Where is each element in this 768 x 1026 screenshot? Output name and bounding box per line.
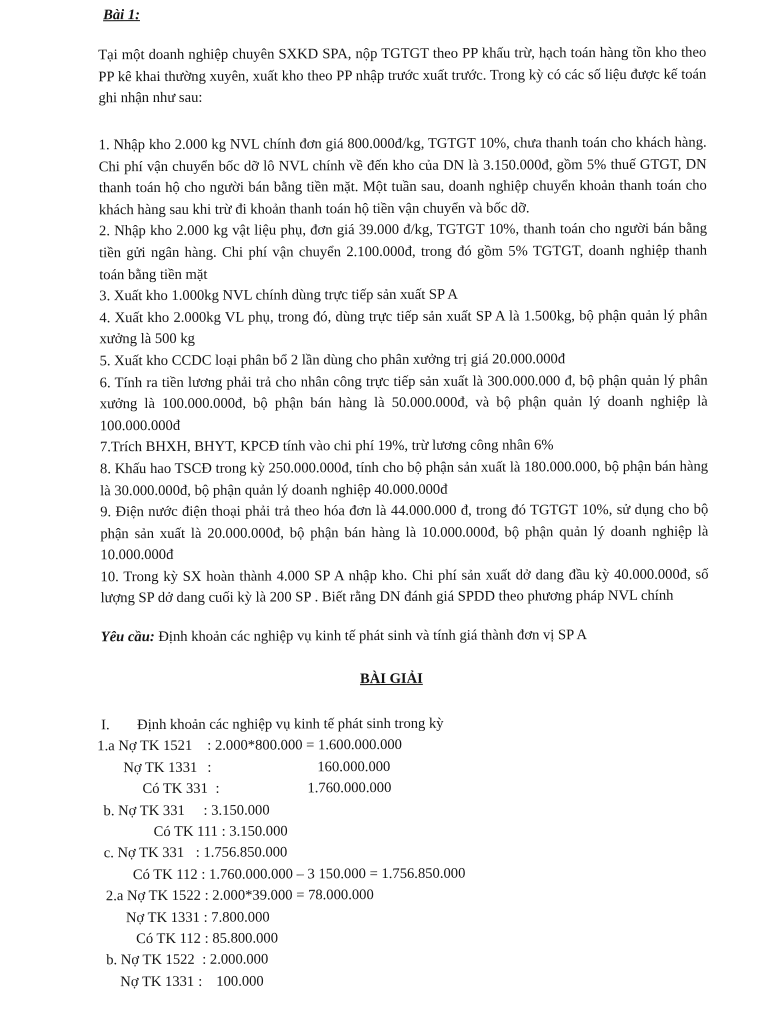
solution-line xyxy=(98,905,752,929)
solution-line xyxy=(97,798,751,822)
solution-line-part: Có TK 331 xyxy=(142,780,208,798)
solution-line-part: 2.a Nợ TK 1522 : 2.000*39.000 = 78.000.000 xyxy=(105,887,374,905)
transaction-item: 10. Trong kỳ SX hoàn thành 4.000 SP A nhập kho. Chi phí sản xuất dở dang đầu kỳ 40.000.000đ, số lượng SP dở dang cuối kỳ là 200 SP . Biết rằng DN đánh giá SPDD theo phương pháp NVL chính xyxy=(100,566,709,607)
exercise-intro: Tại một doanh nghiệp chuyên SXKD SPA, nộp TGTGT theo PP khấu trừ, hạch toán hàng tồn kho theo PP kê khai thường xuyên, xuất kho theo PP nhập trước xuất trước. Trong kỳ có các số liệu được kế toán ghi nhận như sau: xyxy=(98,44,707,107)
solution-line xyxy=(98,926,752,950)
solution-line-part: 1.a Nợ TK 1521 xyxy=(97,738,193,755)
transaction-item: 4. Xuất kho 2.000kg VL phụ, trong đó, dùng trực tiếp sản xuất SP A là 1.500kg, bộ phận quản lý phân xưởng là 500 kg xyxy=(99,307,708,348)
solution-line-part: : 3.150.000 xyxy=(203,802,270,819)
solution-line-part: b. Nợ TK 1522 xyxy=(106,952,195,969)
solution-heading: BÀI GIẢI xyxy=(359,670,423,688)
transaction-item: 1. Nhập kho 2.000 kg NVL chính đơn giá 800.000đ/kg, TGTGT 10%, chưa thanh toán cho khách hàng. Chi phí vận chuyển bốc dỡ lô NVL chính về đến kho của DN là 3.150.000đ, gồm 5% thuế GTGT, DN thanh toán hộ cho người bán bằng tiền mặt. Một tuần sau, doanh nghiệp chuyển khoản thanh toán cho khách hàng sau khi trừ đi khoản thanh toán hộ tiền vận chuyển và bốc dỡ. xyxy=(98,134,707,219)
solution-line xyxy=(97,777,751,801)
solution-line-part: : 2.000*800.000 = 1.600.000.000 xyxy=(207,737,403,755)
solution-line-part: Nợ TK 1331 xyxy=(120,973,195,990)
solution-line-part: I. xyxy=(101,717,110,734)
solution-line-part: 100.000 xyxy=(216,973,264,990)
transaction-list xyxy=(99,133,709,611)
solution-line-part: : xyxy=(207,759,212,776)
requirement xyxy=(101,625,709,649)
solution-line xyxy=(97,755,751,779)
solution-line-part: Nợ TK 1331 : 7.800.000 xyxy=(125,909,270,926)
solution-line-part: : 1.756.850.000 xyxy=(195,844,288,862)
solution-line xyxy=(97,712,751,736)
transaction-item: 9. Điện nước điện thoại phải trả theo hóa đơn là 44.000.000 đ, trong đó TGTGT 10%, sử dụng cho bộ phận sản xuất là 20.000.000đ, bộ phận bán hàng là 10.000.000đ, bộ phận quản lý doanh nghiệp là 10.000.000đ xyxy=(100,501,709,564)
solution-line xyxy=(98,862,752,886)
solution-line xyxy=(98,819,752,843)
solution-line-part: Nợ TK 1331 xyxy=(123,759,198,776)
transaction-item: 7.Trích BHXH, BHYT, KPCĐ tính vào chi phí 19%, trừ lương công nhân 6% xyxy=(99,437,554,456)
transaction-item: 8. Khấu hao TSCĐ trong kỳ 250.000.000đ, tính cho bộ phận sản xuất là 180.000.000, bộ phận bán hàng là 30.000.000đ, bộ phận quản lý doanh nghiệp 40.000.000đ xyxy=(100,458,709,499)
solution-line xyxy=(98,884,752,908)
transaction-item: 5. Xuất kho CCDC loại phân bổ 2 lần dùng cho phân xưởng trị giá 20.000.000đ xyxy=(99,351,566,370)
solution-line xyxy=(98,969,752,993)
solution-line-part: : 2.000.000 xyxy=(202,951,269,969)
solution-line-part: Có TK 111 : 3.150.000 xyxy=(153,823,288,840)
solution-line xyxy=(98,948,752,972)
solution-line-part: : xyxy=(215,780,220,797)
solution-line-part: Có TK 112 : 1.760.000.000 – 3 150.000 = 1.756.850.000 xyxy=(132,865,466,883)
solution-entries xyxy=(97,712,752,993)
solution-line-part: c. Nợ TK 331 xyxy=(103,845,185,862)
solution-line xyxy=(98,841,752,865)
solution-line-part: Định khoản các nghiệp vụ kinh tế phát sinh trong kỳ xyxy=(137,715,444,734)
solution-line-part: 160.000.000 xyxy=(317,758,391,776)
transaction-item: 3. Xuất kho 1.000kg NVL chính dùng trực tiếp sản xuất SP A xyxy=(99,286,458,305)
requirement-label: Yêu cầu: xyxy=(100,629,155,646)
solution-line-part: : xyxy=(198,973,203,990)
solution-line-part: b. Nợ TK 331 xyxy=(103,802,185,819)
transaction-item: 6. Tính ra tiền lương phải trả cho nhân công trực tiếp sản xuất là 300.000.000 đ, bộ phận quản lý phân xưởng là 100.000.000đ, bộ phận bán hàng là 50.000.000đ, và bộ phận quản lý doanh nghiệp là 100.000.000đ xyxy=(99,372,708,434)
requirement-text: Định khoản các nghiệp vụ kinh tế phát sinh và tính giá thành đơn vị SP A xyxy=(154,627,588,646)
solution-line-part: 1.760.000.000 xyxy=(307,780,392,797)
transaction-item: 2. Nhập kho 2.000 kg vật liệu phụ, đơn giá 39.000 đ/kg, TGTGT 10%, thanh toán cho người bán bằng tiền gửi ngân hàng. Chi phí vận chuyển 2.100.000đ, trong đó gồm 5% TGTGT, doanh nghiệp thanh toán bằng tiền mặt xyxy=(98,220,708,283)
exercise-title: Bài 1: xyxy=(103,7,140,24)
solution-line xyxy=(97,734,751,758)
solution-line-part: Có TK 112 : 85.800.000 xyxy=(136,930,279,947)
